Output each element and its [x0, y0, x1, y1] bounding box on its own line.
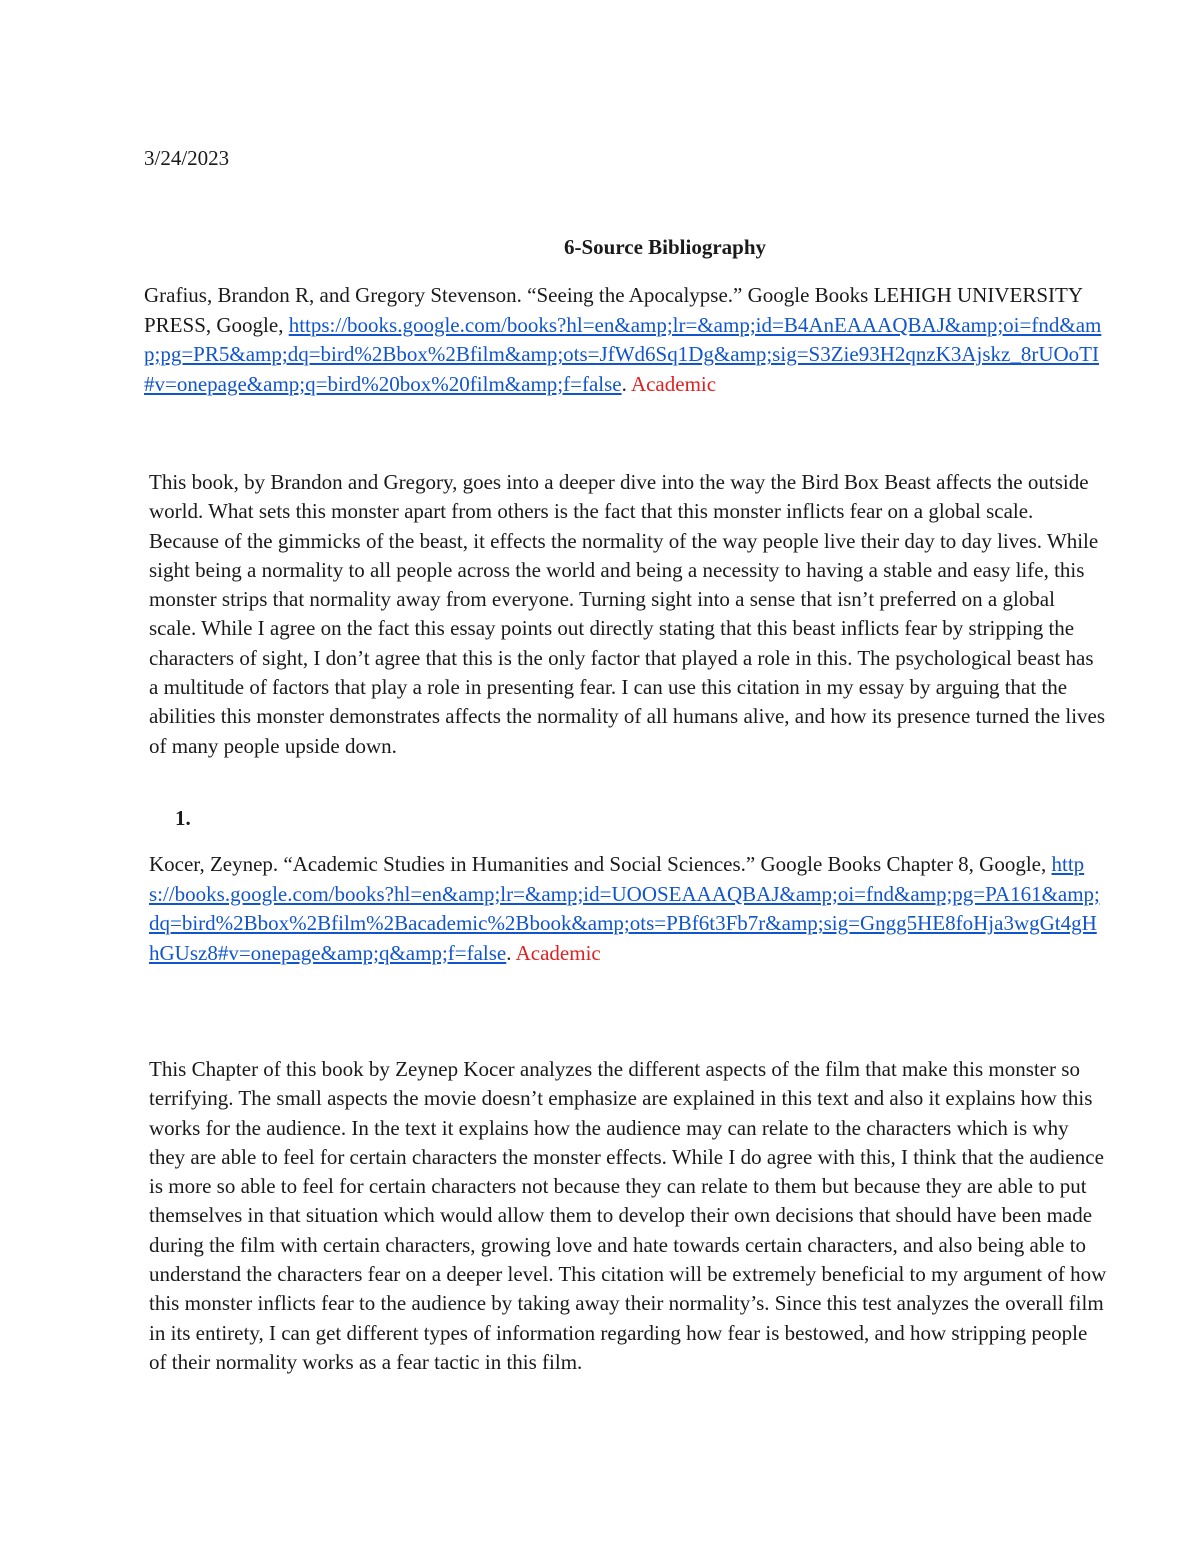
- document-title: 6-Source Bibliography: [563, 235, 767, 259]
- citation-1-link[interactable]: https://books.google.com/books?hl=en&amp;lr=&amp;id=B4AnEAAAQBAJ&amp;oi=fnd&amp;pg=PR5&amp;dq=bird%2Bbox%2Bfilm&amp;ots=JfWd6Sq1Dg&amp;sig=S3Zie93H2qnzK3Ajskz_8rUOoTI#v=onepage&amp;q=bird%20box%20film&amp;f=false: [144, 312, 1102, 396]
- annotation-2: This Chapter of this book by Zeynep Kocer analyzes the different aspects of the film that make this monster so terrifying. The small aspects the movie doesn’t emphasize are explained in this text and also it explains how this works for the audience. In the text it explains how the audience may can relate to the characters which is why they are able to feel for certain characters the monster effects. While I do agree with this, I think that the audience is more so able to feel for certain characters not because they can relate to them but because they are able to put themselves in that situation which would allow them to develop their own decisions that should have been made during the film with certain characters, growing love and hate towards certain characters, and also being able to understand the characters fear on a deeper level. This citation will be extremely beneficial to my argument of how this monster inflicts fear to the audience by taking away their normality’s. Since this test analyzes the overall film in its entirety, I can get different types of information regarding how fear is bestowed, and how stripping people of their normality works as a fear tactic in this film.: [149, 1057, 1107, 1374]
- citation-2-tag: Academic: [515, 940, 601, 965]
- citation-1-tag: Academic: [630, 371, 717, 396]
- annotation-1: This book, by Brandon and Gregory, goes into a deeper dive into the way the Bird Box Beast affects the outside world. What sets this monster apart from others is the fact that this monster inflicts fear on a global scale. Because of the gimmicks of the beast, it effects the normality of the way people live their day to day lives. While sight being a normality to all people across the world and being a necessity to having a stable and easy life, this monster strips that normality away from everyone. Turning sight into a sense that isn’t preferred on a global scale. While I agree on the fact this essay points out directly stating that this beast inflicts fear by stripping the characters of sight, I don’t agree that this is the only factor that played a role in this. The psychological beast has a multitude of factors that play a role in presenting fear. I can use this citation in my essay by arguing that the abilities this monster demonstrates affects the normality of all humans alive, and how its presence turned the lives of many people upside down.: [149, 470, 1106, 758]
- list-number: 1.: [175, 806, 191, 830]
- citation-1-link-suffix: .: [621, 371, 627, 396]
- document-date: 3/24/2023: [144, 146, 230, 170]
- citation-2: [149, 850, 1104, 968]
- citation-1-text: Grafius, Brandon R, and Gregory Stevenson. “Seeing the Apocalypse.” Google Books LEHIGH UNIVERSITY PRESS, Google,: [144, 283, 1083, 337]
- citation-2-link-suffix: .: [506, 940, 512, 965]
- citation-2-link[interactable]: https://books.google.com/books?hl=en&amp;lr=&amp;id=UOOSEAAAQBAJ&amp;oi=fnd&amp;pg=PA161&amp;dq=bird%2Bbox%2Bfilm%2Bacademic%2Bbook&amp;ots=PBf6t3Fb7r&amp;sig=Gngg5HE8foHja3wgGt4gHhGUsz8#v=onepage&amp;q&amp;f=false: [149, 852, 1100, 965]
- citation-2-text: Kocer, Zeynep. “Academic Studies in Humanities and Social Sciences.” Google Books Chapter 8, Google,: [149, 852, 1047, 876]
- citation-1: [144, 281, 1104, 399]
